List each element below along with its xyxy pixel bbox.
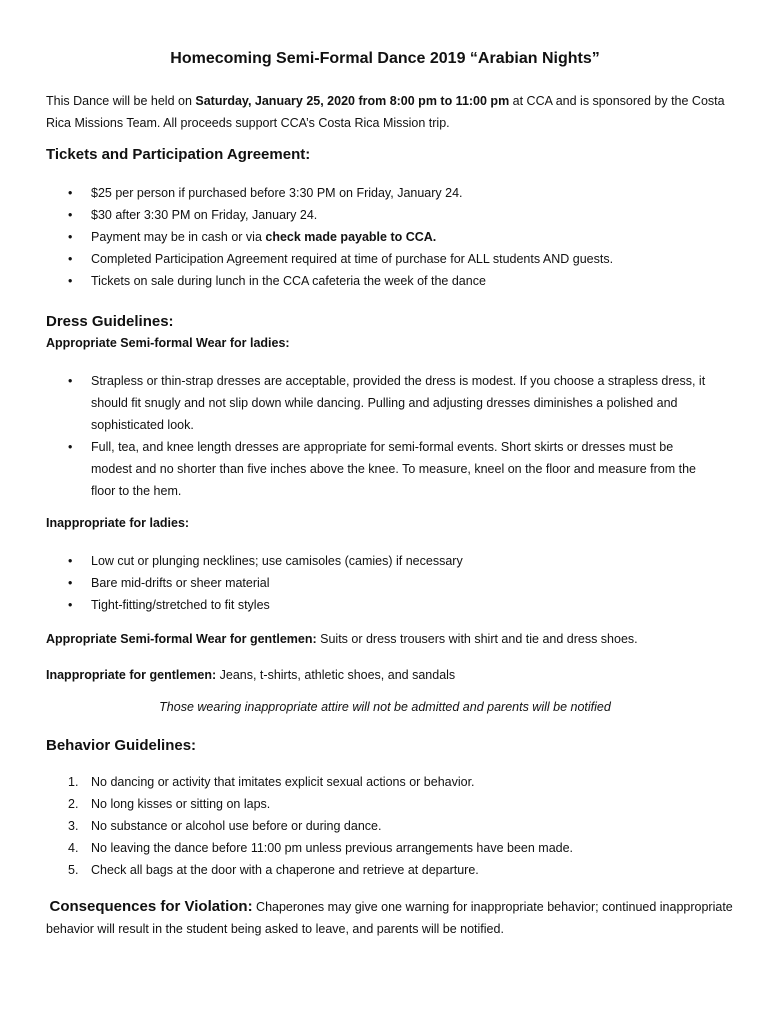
item-number: 3. xyxy=(68,819,79,833)
list-item xyxy=(0,859,770,881)
consequences-text: Chaperones may give one warning for inappropriate behavior; continued inappropriate behavior will result in the student being asked to leave, and parents will be notified. xyxy=(46,900,733,936)
behavior-rule: Check all bags at the door with a chaperone and retrieve at departure. xyxy=(91,863,479,877)
list-item xyxy=(0,594,716,616)
list-item xyxy=(0,248,716,270)
attire-notice: Those wearing inappropriate attire will not be admitted and parents will be notified xyxy=(159,700,611,714)
gentlemen-appropriate-text: Suits or dress trousers with shirt and tie and dress shoes. xyxy=(316,632,638,646)
behavior-rule: No leaving the dance before 11:00 pm unless previous arrangements have been made. xyxy=(91,841,574,855)
ladies-appropriate-heading: Appropriate Semi-formal Wear for ladies: xyxy=(46,336,290,350)
intro-paragraph xyxy=(46,90,726,134)
ticket-payment-check: check made payable to CCA. xyxy=(265,230,437,244)
behavior-rule: No long kisses or sitting on laps. xyxy=(91,797,271,811)
gentlemen-inappropriate-text: Jeans, t-shirts, athletic shoes, and sandals xyxy=(216,668,456,682)
ladies-inappropriate-heading: Inappropriate for ladies: xyxy=(46,516,190,530)
gentlemen-appropriate-label: Appropriate Semi-formal Wear for gentlemen: xyxy=(46,632,317,646)
list-item xyxy=(0,771,770,793)
tickets-list xyxy=(0,182,770,292)
intro-date-time: Saturday, January 25, 2020 from 8:00 pm to 11:00 pm xyxy=(195,94,510,108)
list-item xyxy=(0,793,770,815)
ticket-price-before: $25 per person if purchased before 3:30 PM on Friday, January 24. xyxy=(91,186,463,200)
list-item xyxy=(0,370,716,436)
list-item xyxy=(0,226,716,248)
ladies-inappropriate-item: Tight-fitting/stretched to fit styles xyxy=(91,598,270,612)
list-item xyxy=(0,270,716,292)
ticket-sale-info: Tickets on sale during lunch in the CCA cafeteria the week of the dance xyxy=(91,274,486,288)
consequences-label: Consequences for Violation: xyxy=(49,898,253,915)
list-item xyxy=(0,815,770,837)
behavior-list xyxy=(0,771,770,881)
ladies-appropriate-list xyxy=(0,370,770,502)
intro-text-pre: This Dance will be held on xyxy=(46,94,196,108)
list-item xyxy=(0,182,716,204)
list-item xyxy=(0,436,716,502)
ticket-price-after: $30 after 3:30 PM on Friday, January 24. xyxy=(91,208,318,222)
list-item xyxy=(0,572,716,594)
list-item xyxy=(0,837,770,859)
list-item xyxy=(0,550,716,572)
behavior-rule: No substance or alcohol use before or during dance. xyxy=(91,819,382,833)
ladies-appropriate-item: Full, tea, and knee length dresses are appropriate for semi-formal events. Short skirts or dresses must be modest and no shorter than five inches above the knee. To measure, kneel on the floor and measure from the floor to the hem. xyxy=(91,440,696,498)
item-number: 2. xyxy=(68,797,79,811)
ladies-inappropriate-list xyxy=(0,550,770,616)
item-number: 4. xyxy=(68,841,79,855)
ladies-appropriate-item: Strapless or thin-strap dresses are acceptable, provided the dress is modest. If you choose a strapless dress, it should fit snugly and not slip down while dancing. Pulling and adjusting dresses diminishes a polished and sophisticated look. xyxy=(91,374,706,432)
gentlemen-inappropriate-label: Inappropriate for gentlemen: xyxy=(46,668,217,682)
behavior-rule: No dancing or activity that imitates explicit sexual actions or behavior. xyxy=(91,775,475,789)
ticket-agreement: Completed Participation Agreement required at time of purchase for ALL students AND guests. xyxy=(91,252,614,266)
tickets-heading: Tickets and Participation Agreement: xyxy=(46,146,311,163)
behavior-heading: Behavior Guidelines: xyxy=(46,737,197,754)
item-number: 5. xyxy=(68,863,79,877)
gentlemen-appropriate xyxy=(46,628,736,650)
intro-text-post: at CCA and is sponsored by the Costa Rica Missions Team. All proceeds support CCA’s Costa Rica Mission trip. xyxy=(46,94,725,130)
item-number: 1. xyxy=(68,775,79,789)
gentlemen-inappropriate xyxy=(46,664,736,686)
dress-heading: Dress Guidelines: xyxy=(46,313,174,330)
ladies-inappropriate-item: Bare mid-drifts or sheer material xyxy=(91,576,270,590)
ladies-inappropriate-item: Low cut or plunging necklines; use camisoles (camies) if necessary xyxy=(91,554,463,568)
consequences-paragraph xyxy=(46,896,736,940)
list-item xyxy=(0,204,716,226)
ticket-payment: Payment may be in cash or via xyxy=(91,230,266,244)
page-title: Homecoming Semi-Formal Dance 2019 “Arabian Nights” xyxy=(170,50,600,67)
